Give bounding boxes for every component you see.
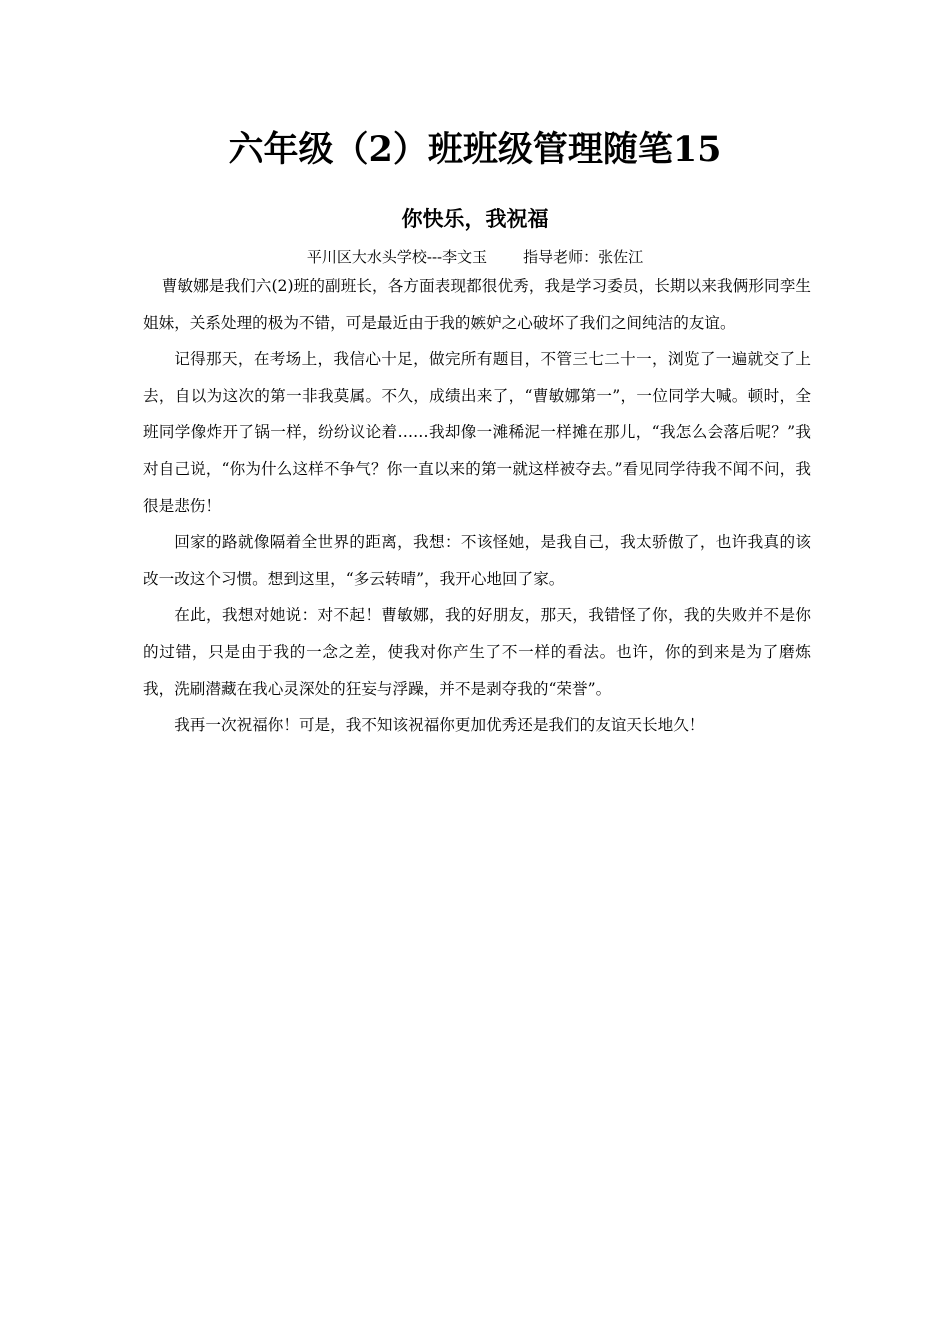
- paragraph-3: 回家的路就像隔着全世界的距离，我想：不该怪她，是我自己，我太骄傲了，也许我真的该改一改这个习惯。想到这里，“多云转晴”，我开心地回了家。: [143, 533, 811, 588]
- advisor-credit: 指导老师：张佐江: [523, 248, 644, 266]
- byline: [0, 246, 950, 268]
- author-credit: 平川区大水头学校---李文玉: [306, 248, 488, 266]
- article-body: [143, 268, 811, 744]
- paragraph-2: 记得那天，在考场上，我信心十足，做完所有题目，不管三七二十一，浏览了一遍就交了上去，自以为这次的第一非我莫属。不久，成绩出来了，“曹敏娜第一”，一位同学大喊。顿时，全班同学像炸开了锅一样，纷纷议论着……我却像一滩稀泥一样摊在那儿，“我怎么会落后呢？”我对自己说，“你为什么这样不争气？你一直以来的第一就这样被夺去。”看见同学待我不闻不问，我很是悲伤！: [143, 350, 811, 515]
- paragraph-1: 曹敏娜是我们六(2)班的副班长，各方面表现都很优秀，我是学习委员，长期以来我俩形同孪生姐妹，关系处理的极为不错，可是最近由于我的嫉妒之心破坏了我们之间纯洁的友谊。: [143, 277, 811, 332]
- paragraph-4: 在此，我想对她说：对不起！曹敏娜，我的好朋友，那天，我错怪了你，我的失败并不是你的过错，只是由于我的一念之差，使我对你产生了不一样的看法。也许，你的到来是为了磨炼我，洗刷潜藏在我心灵深处的狂妄与浮躁，并不是剥夺我的“荣誉”。: [143, 606, 811, 698]
- article-title: 你快乐，我祝福: [401, 206, 549, 231]
- paragraph-5: 我再一次祝福你！可是，我不知该祝福你更加优秀还是我们的友谊天长地久！: [174, 716, 705, 735]
- document-title: 六年级（2）班班级管理随笔15: [228, 129, 722, 170]
